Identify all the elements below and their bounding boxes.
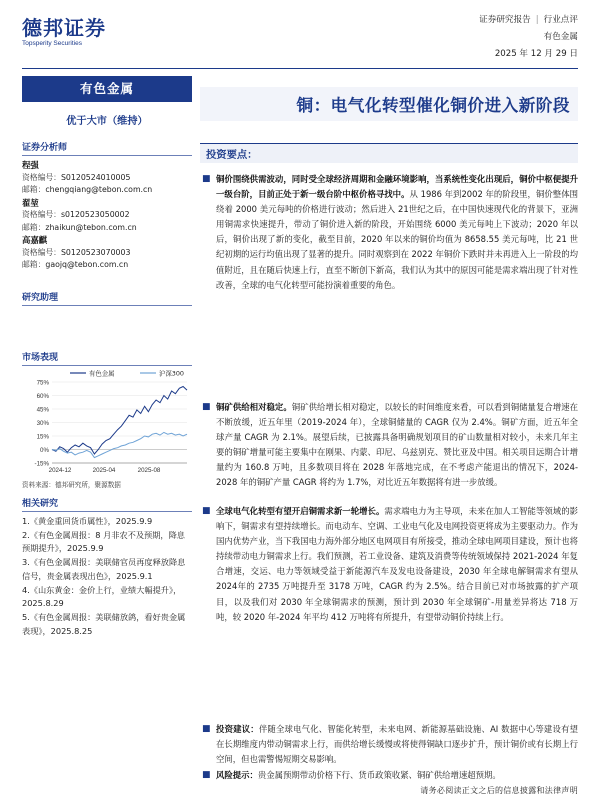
analysts-title: 证券分析师 <box>22 140 192 156</box>
analyst-name: 高嘉麒 <box>22 235 48 245</box>
analyst-name: 翟堃 <box>22 197 39 208</box>
paragraph-body: 伴随全球电气化、智能化转型，未来电网、新能源基础设施、AI 数据中心等建设有望在长期维度内带动铜需求上行，而供给增长缓慢或将使得铜缺口逐步扩升，预计铜价或有长期上行空间，但也需警惕短期交易影响。 <box>216 724 579 765</box>
ref-item[interactable]: 4.《山东黄金：金价上行，业绩大幅提升》，2025.8.29 <box>22 584 182 609</box>
y-tick-label: 75% <box>36 379 49 387</box>
key-point-paragraph <box>200 768 578 783</box>
analyst-license <box>22 209 192 222</box>
bullet-icon: ■ <box>202 402 211 412</box>
ref-item[interactable]: 5.《有色金属周报：美联储放鸽，看好贵金属表现》，2025.8.25 <box>22 611 186 636</box>
y-tick-label: -15% <box>34 460 49 468</box>
key-points-header <box>200 143 578 163</box>
bullet-icon: ■ <box>202 174 211 184</box>
assistant-title: 研究助理 <box>22 290 192 306</box>
header-industry: 有色金属 <box>543 32 578 42</box>
legend-label: 有色金属 <box>89 369 115 378</box>
paragraph-lead: 风险提示： <box>216 770 258 780</box>
license-label: 资格编号： <box>22 172 61 182</box>
logo-en: Topsperity Securities <box>22 40 82 47</box>
email-link[interactable]: gaojq@tebon.com.cn <box>45 260 129 269</box>
analyst-block <box>22 197 192 235</box>
y-tick-label: 30% <box>36 420 49 427</box>
license-number: s0120523050002 <box>60 210 130 219</box>
report-date: 2025 年 12 月 29 日 <box>494 49 578 59</box>
legend-label: 沪深300 <box>159 369 184 378</box>
x-tick-label: 2024-12 <box>48 467 72 474</box>
refs-title: 相关研究 <box>22 496 192 512</box>
analyst-license <box>22 172 192 185</box>
analyst-list <box>22 159 192 272</box>
refs-list <box>22 515 192 638</box>
email-link[interactable]: chengqiang@tebon.com.cn <box>45 185 153 194</box>
header-divider <box>22 68 578 69</box>
market-title: 市场表现 <box>22 350 192 366</box>
x-tick-label: 2025-08 <box>137 467 161 474</box>
bullet-icon: ■ <box>202 724 211 734</box>
y-tick-label: 45% <box>36 406 49 414</box>
ref-item[interactable]: 2.《有色金属周报：8 月非农不及预期，降息预期提升》，2025.9.9 <box>22 529 185 554</box>
report-title: 铜：电气化转型催化铜价进入新阶段 <box>296 95 570 115</box>
key-point-paragraph <box>200 504 578 625</box>
report-type: 证券研究报告 <box>479 15 531 25</box>
market-performance <box>22 350 192 638</box>
paragraph-body: 铜矿供给增长相对稳定，以较长的时间维度来看，可以看到铜储量复合增速在不断放缓，近五年里（2019-2024 年），全球铜储量的 CAGR 仅为 2.4%。铜矿方面，近五年全球产量 CAGR 为 2.1%。展望后续，已披露具备明确规划项目的矿山数量相对较小，未来几年主要的铜矿增量可能主要集中在刚果、内蒙、印尼、乌兹别克、赞比亚及中国。相关项目远期合计增量约为 160.8 万吨，且多数项目将在 2028 年落地完成，在不考虑产能退出的情况下，2024-2028 年的铜矿产量 CAGR 将约为 1.7%，对比近五年数据将有进一步放缓。 <box>216 402 579 488</box>
analyst-name: 程强 <box>22 160 39 170</box>
y-tick-label: 60% <box>36 393 49 400</box>
license-number: S0120523070003 <box>60 247 131 257</box>
bullet-icon: ■ <box>202 506 211 516</box>
paragraph-text <box>216 504 578 625</box>
paragraph-body: 需求端电力为主导项，未来在加人工智能等领域的影响下，铜需求有望持续增长。而电动车、空调、工业电气化及电网投资更将成为主要驱动力。作为国内优势产业，当下我国电力海外部分地区电网项目有所接受，推动全球电网项目建设，预计也将持续带动电力铜需求上行。我们预测，若工业设备、建筑及消费等传统领域保持 2021-2024 年复合增速，交运、电力等领域受益于新能源汽车及发电设备建设，2030 年全球电解铜需求有望从 2024年的 2735 万吨提升至 3178 万吨，CAGR 约为 2.5%。结合目前已对市场披露的扩产项目，以及我们对 2030 年全球铜需求的预测，预计到 2030 年全球铜矿-用量差异将达 718 万吨，较 2020 年-2024 年平均 412 万吨将有所提升，有望带动铜价持续上行。 <box>216 506 579 622</box>
analyst-email <box>22 259 192 272</box>
paragraph-lead: 铜矿供给相对稳定。 <box>216 402 292 412</box>
email-label: 邮箱： <box>22 222 46 232</box>
email-link[interactable]: zhaikun@tebon.com.cn <box>45 222 137 232</box>
company-logo <box>22 17 106 47</box>
bullet-icon: ■ <box>202 770 211 780</box>
analyst-email <box>22 184 192 197</box>
series-line <box>52 387 187 455</box>
ref-item[interactable]: 3.《有色金属周报：美联储官员再度释放降息信号，贵金属表现出色》，2025.9.1 <box>22 557 186 581</box>
key-point-paragraph <box>200 400 578 491</box>
performance-chart <box>22 368 192 478</box>
report-meta: 证券研究报告 | 行业点评 有色金属 2025 年 12 月 29 日 <box>479 12 578 63</box>
rating: 优于大市（维持） <box>66 116 148 127</box>
paragraph-lead: 投资建议： <box>216 724 259 734</box>
key-point-paragraph <box>200 172 578 293</box>
email-label: 邮箱： <box>22 185 46 194</box>
paragraph-text <box>216 400 578 491</box>
analyst-block <box>22 159 192 197</box>
paragraph-body: 从 1986 年到2002 年的阶段里，铜价整体围绕着 2000 美元每吨的价格进行波动；然后进入 21世纪之后，在中国快速现代化的背景下，亚洲用铜需求快速提升，带动了铜价进入新的阶段，开始围绕 6000 美元每吨上下波动；2020 年以后，铜价出现了新的变化，截至目前，2020 年以来的铜价均值为 8658.55 美元每吨，比 21 世纪初期的运行均值出现了显著的提升。同时观察到在 2022 年铜价下跌时并未再进入上一阶段的均值附近，且在随后快速上行，直至不断创下新高，我们认为其中的原因可能是需求端出现了针对性改善，全球的电气化转型可能扮演着重要的角色。 <box>216 189 578 290</box>
title-bar <box>200 87 578 121</box>
paragraph-body: 贵金属预期带动价格下行、货币政策收紧、铜矿供给增速超预期。 <box>257 770 501 780</box>
footer-disclaimer: 请务必阅读正文之后的信息披露和法律声明 <box>420 786 578 795</box>
paragraph-text <box>216 172 578 293</box>
license-number: S0120524010005 <box>60 172 131 182</box>
y-tick-label: 0% <box>40 447 49 454</box>
x-tick-label: 2025-04 <box>92 467 116 474</box>
paragraph-text <box>216 768 578 783</box>
ref-item[interactable]: 1.《黄金重回货币属性》，2025.9.9 <box>22 516 153 526</box>
license-label: 资格编号： <box>22 210 61 219</box>
analyst-email <box>22 222 192 235</box>
logo-cn: 德邦证券 <box>22 16 106 40</box>
email-label: 邮箱： <box>22 260 46 269</box>
chart-source: 资料来源：德邦研究所，聚源数据 <box>22 481 121 489</box>
paragraph-text <box>216 722 578 767</box>
key-point-paragraph <box>200 722 578 767</box>
analyst-block <box>22 234 192 272</box>
license-label: 资格编号： <box>22 247 61 257</box>
analyst-license <box>22 247 192 260</box>
key-points-title: 投资要点： <box>206 149 258 161</box>
industry-box: 有色金属 <box>22 76 192 102</box>
paragraph-lead: 全球电气化转型有望开启铜需求新一轮增长。 <box>216 506 385 516</box>
left-sidebar <box>22 76 192 306</box>
report-category: 行业点评 <box>543 15 578 25</box>
paragraph-lead: 铜价围绕供需波动，同时受全球经济周期和金融环境影响，当系统性变化出现后，铜价中枢便提升一级台阶，目前正处于新一级台阶中枢价格寻找中。 <box>216 174 578 200</box>
y-tick-label: 15% <box>36 433 49 441</box>
